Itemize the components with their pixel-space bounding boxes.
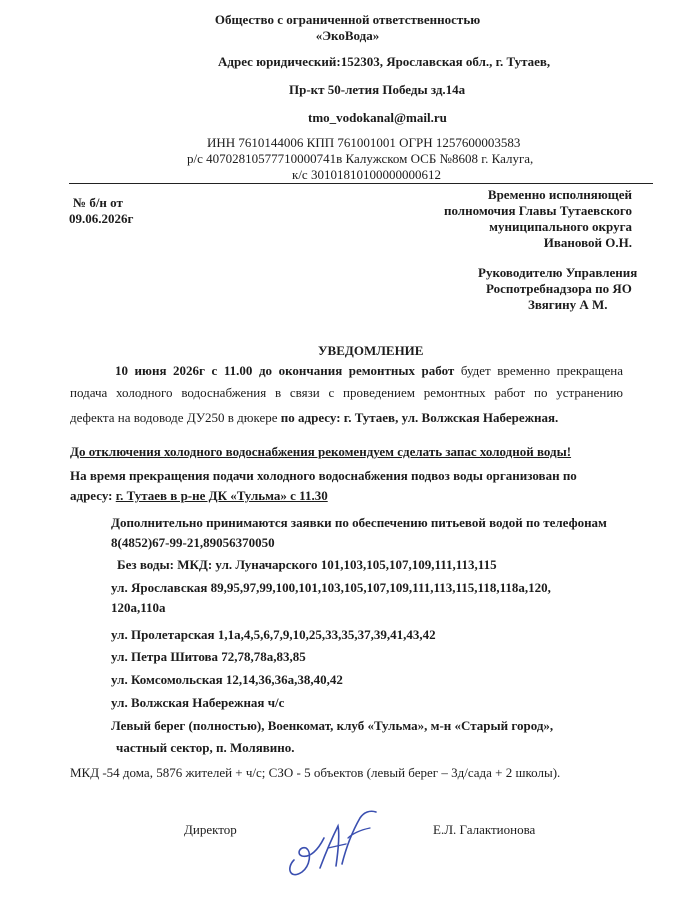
outage-time: 10 июня 2026г с 11.00 до окончания ремонтных работ bbox=[115, 363, 455, 378]
notice-title: УВЕДОМЛЕНИЕ bbox=[318, 343, 424, 358]
addressee1-line2: полномочия Главы Тутаевского bbox=[443, 203, 632, 218]
addressee2-line1: Руководителю Управления bbox=[478, 265, 638, 280]
signatory-name: Е.Л. Галактионова bbox=[433, 822, 536, 837]
paragraph1-line3 bbox=[70, 410, 558, 426]
requisites-line2: р/с 40702810577710000741в Калужском ОСБ №8608 г. Калуга, bbox=[187, 151, 534, 166]
no-water-mkd: МКД: ул. Луначарского 101,103,105,107,109,111,113,115 bbox=[173, 557, 497, 572]
water-delivery-line2 bbox=[70, 488, 328, 504]
paragraph1-line2: подача холодного водоснабжения в связи с проведением ремонтных работ по устранению bbox=[70, 385, 623, 400]
water-delivery-line1: На время прекращения подачи холодного водоснабжения подвоз воды организован по bbox=[70, 468, 577, 483]
street-proletarskaya: ул. Пролетарская 1,1а,4,5,6,7,9,10,25,33,35,37,39,41,43,42 bbox=[111, 627, 436, 642]
delivery-address-label: адресу: bbox=[70, 488, 116, 503]
header-divider bbox=[69, 183, 653, 184]
phones-line1: Дополнительно принимаются заявки по обеспечению питьевой водой по телефонам bbox=[111, 515, 607, 530]
email: tmo_vodokanal@mail.ru bbox=[308, 110, 447, 125]
recommendation: До отключения холодного водоснабжения рекомендуем сделать запас холодной воды! bbox=[70, 444, 572, 459]
left-bank-line1: Левый берег (полностью), Военкомат, клуб «Тульма», м-н «Старый город», bbox=[111, 718, 554, 733]
addressee1-line3: муниципального округа bbox=[489, 219, 632, 234]
street-yaroslavskaya: ул. Ярославская 89,95,97,99,100,101,103,105,107,109,111,113,115,118,118а,120, bbox=[111, 580, 551, 595]
requisites-line3: к/с 30101810100000000612 bbox=[292, 167, 441, 182]
signature-position: Директор bbox=[184, 822, 237, 837]
addressee1-line1: Временно исполняющей bbox=[487, 187, 632, 202]
delivery-address: г. Тутаев в р-не ДК «Тульма» с 11.30 bbox=[115, 488, 328, 503]
org-name-line1: Общество с ограниченной ответственностью bbox=[214, 12, 481, 27]
doc-date: 09.06.2026г bbox=[69, 211, 134, 226]
defect-text: дефекта на водоводе ДУ250 в дюкере bbox=[70, 410, 281, 425]
outage-address: по адресу: г. Тутаев, ул. Волжская Набережная. bbox=[280, 410, 559, 425]
street-volzhskaya: ул. Волжская Набережная ч/с bbox=[111, 695, 285, 710]
summary: МКД -54 дома, 5876 жителей + ч/с; СЗО - 5 объектов (левый берег – 3д/сада + 2 школы). bbox=[70, 765, 561, 780]
no-water-line bbox=[117, 557, 497, 573]
addressee2-line2: Роспотребнадзора по ЯО bbox=[486, 281, 632, 296]
addressee1-line4: Ивановой О.Н. bbox=[543, 235, 632, 250]
left-bank-line2: частный сектор, п. Молявино. bbox=[116, 740, 295, 755]
street-komsomolskaya: ул. Комсомольская 12,14,36,36а,38,40,42 bbox=[111, 672, 343, 687]
street-petra-shitova: ул. Петра Шитова 72,78,78а,83,85 bbox=[111, 649, 306, 664]
org-name-line2: «ЭкоВода» bbox=[315, 28, 380, 43]
outage-text: будет временно прекращена bbox=[454, 363, 623, 378]
paragraph1-line1 bbox=[115, 363, 623, 379]
addressee2-line3: Звягину А М. bbox=[528, 297, 608, 312]
handwritten-signature bbox=[280, 808, 390, 883]
legal-address-line2: Пр-кт 50-летия Победы зд.14а bbox=[289, 82, 466, 97]
legal-address-line1: Адрес юридический:152303, Ярославская обл., г. Тутаев, bbox=[218, 54, 551, 69]
doc-number: № б/н от bbox=[73, 195, 123, 210]
phones-line2: 8(4852)67-99-21,89056370050 bbox=[111, 535, 275, 550]
no-water-label: Без воды: bbox=[117, 557, 174, 572]
requisites-line1: ИНН 7610144006 КПП 761001001 ОГРН 1257600003583 bbox=[207, 135, 521, 150]
street-yaroslavskaya-cont: 120а,110а bbox=[111, 600, 166, 615]
